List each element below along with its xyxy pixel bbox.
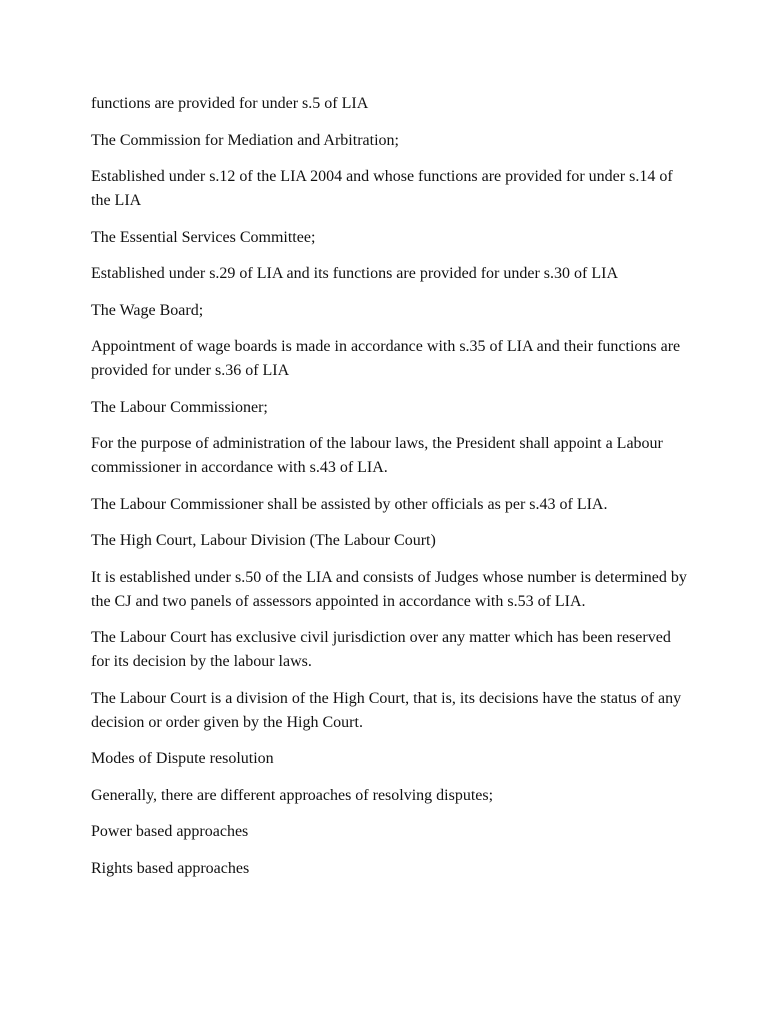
document-body xyxy=(91,92,691,893)
paragraph-labour-court-jurisdiction: The Labour Court has exclusive civil jurisdiction over any matter which has been reserved for its decision by the labour laws. xyxy=(91,629,671,670)
heading-wage-board: The Wage Board; xyxy=(91,301,204,319)
heading-high-court-labour-division: The High Court, Labour Division (The Labour Court) xyxy=(91,532,436,549)
heading-modes-dispute-resolution: Modes of Dispute resolution xyxy=(91,750,274,767)
paragraph-approaches-intro: Generally, there are different approaches of resolving disputes; xyxy=(91,786,494,804)
paragraph-labour-commissioner-assisted: The Labour Commissioner shall be assisted by other officials as per s.43 of LIA. xyxy=(91,495,608,513)
list-item-rights-based: Rights based approaches xyxy=(91,859,250,877)
list-item-power-based: Power based approaches xyxy=(91,823,249,840)
paragraph-esc-established: Established under s.29 of LIA and its functions are provided for under s.30 of LIA xyxy=(91,265,618,282)
paragraph-cma-established: Established under s.12 of the LIA 2004 and whose functions are provided for under s.14 of the LIA xyxy=(91,168,673,209)
heading-commission-mediation-arbitration: The Commission for Mediation and Arbitration; xyxy=(91,131,399,149)
paragraph-labour-commissioner-appointment: For the purpose of administration of the labour laws, the President shall appoint a Labour commissioner in accordance with s.43 of LIA. xyxy=(91,435,663,476)
paragraph-labour-court-division: The Labour Court is a division of the High Court, that is, its decisions have the status of any decision or order given by the High Court. xyxy=(91,689,682,731)
heading-essential-services-committee: The Essential Services Committee; xyxy=(91,228,316,246)
paragraph-wage-board-appointment: Appointment of wage boards is made in accordance with s.35 of LIA and their functions are provided for under s.36 of LIA xyxy=(91,338,681,379)
heading-labour-commissioner: The Labour Commissioner; xyxy=(91,398,268,416)
paragraph-labour-court-established: It is established under s.50 of the LIA and consists of Judges whose number is determined by the CJ and two panels of assessors appointed in accordance with s.53 of LIA. xyxy=(91,568,687,610)
paragraph-lia-s5-functions: functions are provided for under s.5 of LIA xyxy=(91,95,369,112)
